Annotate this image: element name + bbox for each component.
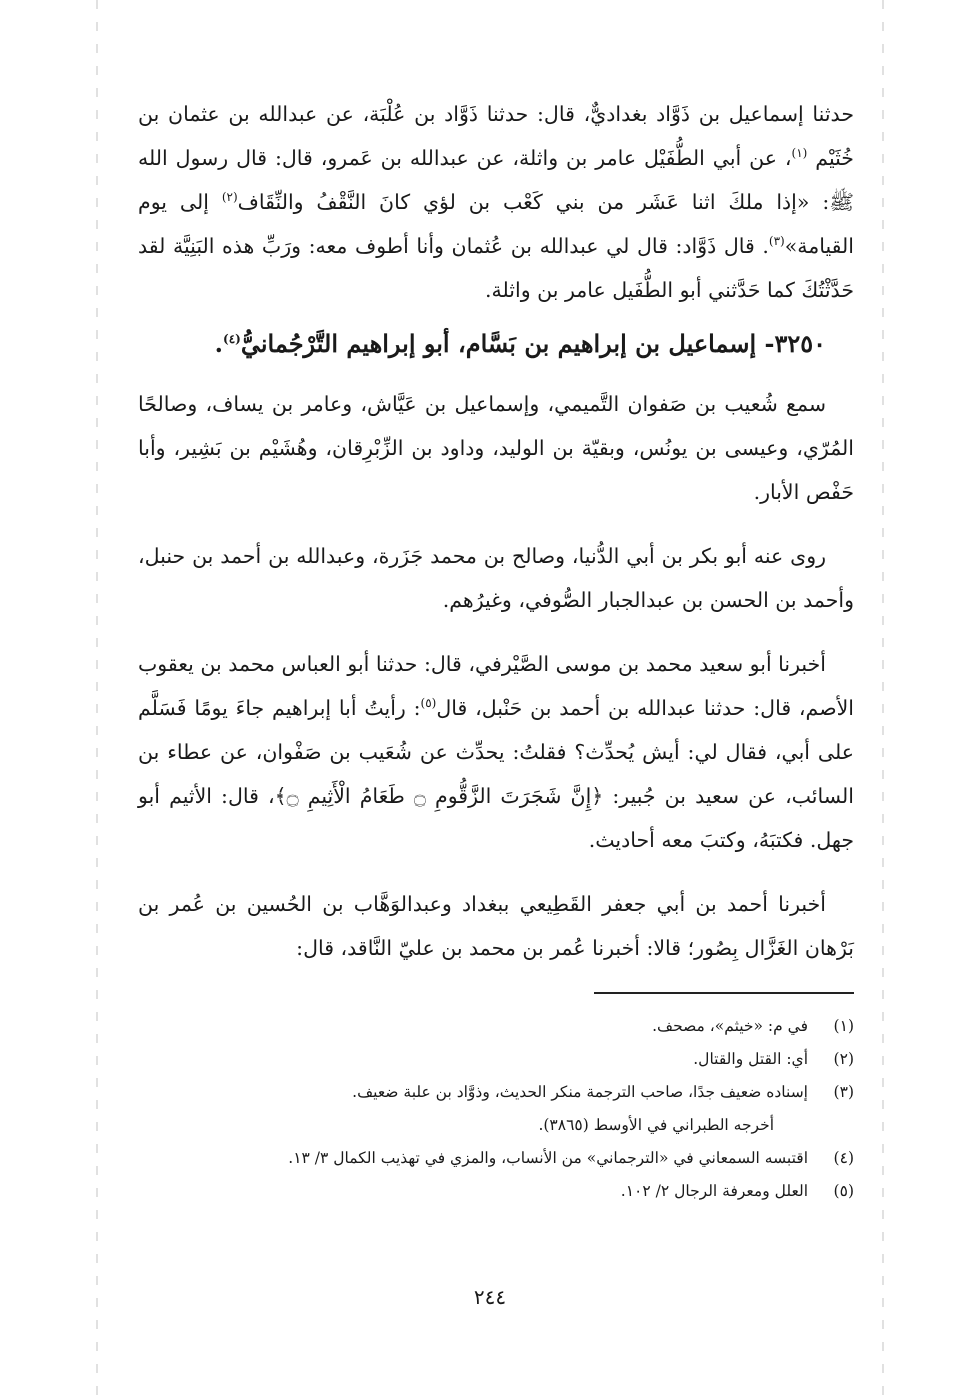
text-run: . قال ذَوَّاد: قال لي عبدالله بن عُثمان وأنا أطوف معه: ورَبِّ هذه البَنِيَّة لقد حَدَّثْتُكَ كما حَدَّثني أبو الطُّفَيل عامر بن واثلة.: [138, 234, 854, 302]
footnote-ref-1[interactable]: (١): [791, 146, 808, 161]
main-text: [138, 92, 854, 970]
text-run: إلى يوم القيامة»: [138, 190, 854, 258]
heading-text: ٣٢٥٠- إسماعيل بن إبراهيم بن بَسَّام، أبو إبراهيم التَّرْجُمانيُّ: [240, 329, 826, 358]
text-run: ، عن أبي الطُّفَيْل عامر بن واثلة، عن عبدالله بن عَمرو، قال: قال رسول الله ﷺ: «إذا ملكَ اثنا عَشَر من بني كَعْب بن لؤي كانَ النَّقْفُ والنِّقَاف: [138, 146, 854, 214]
biography-heading: [138, 316, 854, 372]
heading-end: .: [214, 329, 224, 358]
footnote-number: (٥): [833, 1182, 854, 1200]
footnote-4: [154, 1142, 854, 1175]
paragraph-hadith-chain: [138, 92, 854, 312]
paragraph-gap: [138, 514, 854, 534]
footnote-number: (١): [833, 1017, 854, 1035]
footnote-ref-3[interactable]: (٣): [768, 234, 785, 249]
footnote-1: [154, 1010, 854, 1043]
paragraph-narration: [138, 642, 854, 862]
footnote-number: (٢): [833, 1050, 854, 1068]
paragraph-teachers: سمع شُعيب بن صَفوان التَّميمي، وإسماعيل بن عَيَّاش، وعامر بن يساف، وصالحًا المُرّي، وعيسى بن يونُس، وبقيّة بن الوليد، وداود بن الزِّبْرِقان، وهُشَيْم بن بَشِير، وأبا حَفْص الأبار.: [138, 392, 854, 504]
footnote-separator: [594, 992, 854, 994]
paragraph-gap: [138, 622, 854, 642]
footnote-number: (٣): [833, 1083, 854, 1101]
text-run: أخبرنا أبو سعيد محمد بن موسى الصَّيْرفي، قال: حدثنا أبو العباس محمد بن يعقوب الأصم، قال: حدثنا عبدالله بن أحمد بن حَنْبل، قال: [138, 652, 854, 720]
footnote-3-continuation: أخرجه الطبراني في الأوسط (٣٨٦٥).: [538, 1116, 774, 1134]
text-run: حدثنا إسماعيل بن ذَوَّاد بغداديٌّ، قال: حدثنا ذَوَّاد بن عُلْبَة، عن عبدالله بن عثمان بن خُثَيْم: [138, 102, 854, 170]
footnote-2: [154, 1043, 854, 1076]
footnote-text: في م: «خيثم»، مصحف.: [652, 1017, 808, 1035]
footnote-text: اقتبسه السمعاني في «الترجماني» من الأنساب، والمزي في تهذيب الكمال ٣/ ١٣.: [288, 1149, 808, 1167]
paragraph-students: روى عنه أبو بكر بن أبي الدُّنيا، وصالح بن محمد جَزَرة، وعبدالله بن أحمد بن حنبل، وأحمد بن الحسن بن عبدالجبار الصُّوفي، وغيرُهم.: [138, 544, 854, 612]
footnote-number: (٤): [833, 1149, 854, 1167]
footnote-3: [154, 1076, 854, 1109]
paragraph-gap: [138, 862, 854, 882]
footnote-text: العلل ومعرفة الرجال ٢/ ١٠٢.: [620, 1182, 808, 1200]
footnote-ref-4[interactable]: (٤): [223, 332, 241, 346]
footnote-ref-5[interactable]: (٥): [420, 696, 437, 711]
text-run: : رأيتُ أبا إبراهيم جاءَ يومًا فَسَلَّم على أبي، فقال لي: أيش يُحدِّث؟ فقلتُ: يحدِّث عن شُعَيب بن صَفْوان، عن عطاء بن السائب، عن سعيد بن جُبير: ﴿إِنَّ شَجَرَتَ الزَّقُّومِ ۝ طَعَامُ الْأَثِيمِ ۝﴾، قال: الأثيم أبو جهل. فكتبَهُ، وكتبَ معه أحاديث.: [138, 696, 854, 852]
footnote-ref-2[interactable]: (٢): [221, 190, 238, 205]
footnote-text: إسناده ضعيف جدًا، صاحب الترجمة منكر الحديث، وذوَّاد بن علبة ضعيف.: [352, 1083, 808, 1101]
footnote-text: أي: القتل والقتال.: [693, 1050, 808, 1068]
page-number: ٢٤٤: [473, 1285, 507, 1309]
footnote-5: [154, 1175, 854, 1208]
footnotes: [154, 1010, 854, 1208]
paragraph-isnad: أخبرنا أحمد بن أبي جعفر القَطِيعي ببغداد وعبدالوَهَّاب بن الحُسين بن عُمر بن بَرْهان الغَزَّال بِصُور؛ قالا: أخبرنا عُمر بن محمد بن عليّ النَّاقد، قال:: [138, 892, 854, 960]
